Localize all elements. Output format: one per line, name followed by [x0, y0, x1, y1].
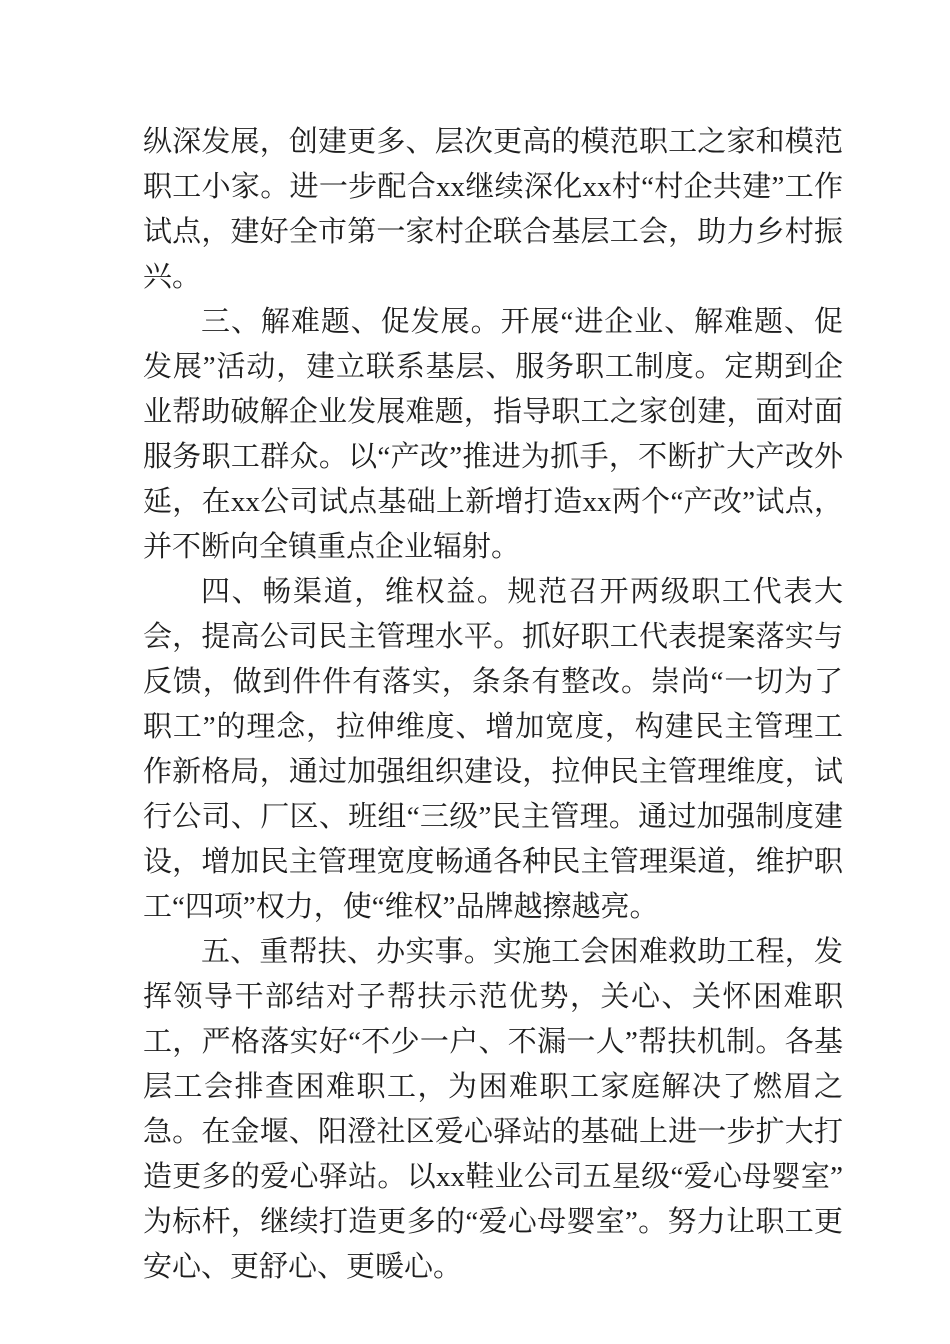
paragraph-section-4: 四、畅渠道，维权益。规范召开两级职工代表大会，提高公司民主管理水平。抓好职工代表提案落实与反馈，做到件件有落实，条条有整改。崇尚“一切为了职工”的理念，拉伸维度、增加宽度，构建民主管理工作新格局，通过加强组织建设，拉伸民主管理维度，试行公司、厂区、班组“三级”民主管理。通过加强制度建设，增加民主管理宽度畅通各种民主管理渠道，维护职工“四项”权力，使“维权”品牌越擦越亮。: [143, 576, 843, 923]
paragraph-continuation: 纵深发展，创建更多、层次更高的模范职工之家和模范职工小家。进一步配合xx继续深化xx村“村企共建”工作试点，建好全市第一家村企联合基层工会，助力乡村振兴。: [143, 126, 843, 293]
document-text-body: [143, 120, 843, 1290]
paragraph-section-5: 五、重帮扶、办实事。实施工会困难救助工程，发挥领导干部结对子帮扶示范优势，关心、关怀困难职工，严格落实好“不少一户、不漏一人”帮扶机制。各基层工会排查困难职工，为困难职工家庭解决了燃眉之急。在金堰、阳澄社区爱心驿站的基础上进一步扩大打造更多的爱心驿站。以xx鞋业公司五星级“爱心母婴室”为标杆，继续打造更多的“爱心母婴室”。努力让职工更安心、更舒心、更暖心。: [143, 936, 843, 1283]
paragraph-section-3: 三、解难题、促发展。开展“进企业、解难题、促发展”活动，建立联系基层、服务职工制度。定期到企业帮助破解企业发展难题，指导职工之家创建，面对面服务职工群众。以“产改”推进为抓手，不断扩大产改外延，在xx公司试点基础上新增打造xx两个“产改”试点，并不断向全镇重点企业辐射。: [143, 306, 843, 563]
